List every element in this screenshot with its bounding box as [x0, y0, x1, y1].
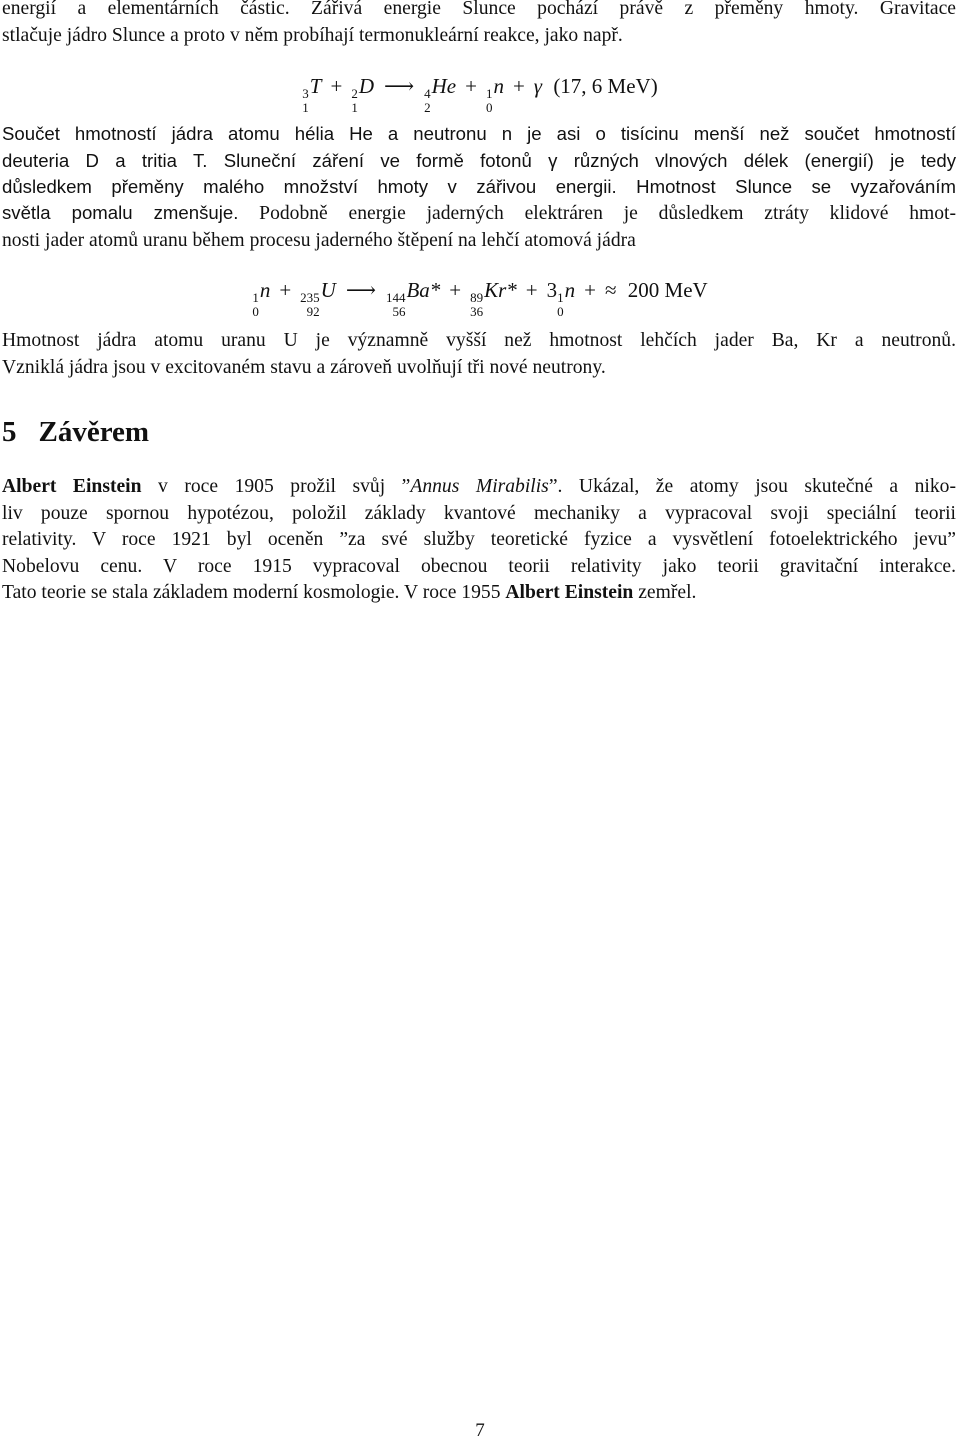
page-number: 7 [475, 1420, 485, 1441]
text-line: deuteria D a tritia T. Sluneční záření ve formě fotonů γ různých vlnových délek (energií) je tedy [2, 149, 956, 171]
reaction-arrow: ⟶ [345, 278, 376, 302]
text-line: energií a elementárních částic. Zářivá energie Slunce pochází právě z přeměny hmoty. Gravitace [2, 0, 956, 19]
plus-sign: + [449, 278, 462, 302]
conclusion-paragraph [2, 474, 956, 607]
section-number: 5 [2, 416, 17, 448]
energy-value: 200 MeV [627, 278, 708, 302]
neutron-coefficient: 3 [546, 278, 558, 302]
plus-sign: + [584, 278, 596, 302]
plus-sign: + [279, 278, 292, 302]
uranium-nuclide: 235 92 U [300, 278, 336, 319]
tritium-nuclide: 3 1 T [302, 74, 322, 115]
text-line: Albert Einstein v roce 1905 prožil svůj ”Annus Mirabilis”. Ukázal, že atomy jsou skutečné a niko- [2, 476, 956, 497]
krypton-nuclide: 89 36 Kr* [470, 278, 517, 319]
text-line: Nobelovu cenu. V roce 1915 vypracoval obecnou teorii relativity jako teorii gravitační interakce. [2, 555, 956, 577]
fusion-equation [0, 74, 960, 115]
text-line: Vzniklá jádra jsou v excitovaném stavu a zároveň uvolňují tři nové neutrony. [2, 356, 606, 378]
text-line: stlačuje jádro Slunce a proto v něm probíhají termonukleární reakce, jako např. [2, 24, 623, 46]
gamma-symbol: γ [533, 74, 543, 98]
plus-sign: + [512, 74, 525, 98]
text-line: Tato teorie se stala základem moderní kosmologie. V roce 1955 Albert Einstein zemřel. [2, 582, 697, 603]
neutron-nuclide: 1 0 n [485, 74, 504, 115]
energy-value: (17, 6 MeV) [553, 74, 658, 98]
after-paragraph [2, 328, 956, 381]
sans-paragraph [2, 121, 956, 201]
fission-equation [0, 278, 960, 319]
section-heading [2, 416, 149, 449]
einstein-name: Albert Einstein [2, 476, 142, 497]
annus-mirabilis: Annus Mirabilis [410, 476, 549, 497]
barium-nuclide: 144 56 Ba* [385, 278, 441, 319]
deuterium-nuclide: 2 1 D [351, 74, 374, 115]
section-title: Závěrem [38, 416, 150, 448]
top-paragraph [2, 0, 956, 49]
text-line: relativity. V roce 1921 byl oceněn ”za své služby teoretické fyzice a vysvětlení fotoelektrického jevu” [2, 529, 956, 550]
plus-sign: + [525, 278, 538, 302]
helium-nuclide: 4 2 He [424, 74, 457, 115]
text-line: Hmotnost jádra atomu uranu U je významně vyšší než hmotnost lehčích jader Ba, Kr a neutronů. [2, 330, 956, 351]
neutron-nuclide: 1 0 n [557, 278, 576, 319]
approx-symbol: ≈ [604, 278, 617, 302]
reaction-arrow: ⟶ [383, 74, 415, 98]
serif-paragraph [2, 200, 956, 254]
neutron-nuclide: 1 0 n [252, 278, 271, 319]
text-line: důsledkem přeměny malého množství hmoty v zářivou energii. Hmotnost Slunce se vyzařováním [2, 176, 956, 197]
text-line: nosti jader atomů uranu během procesu jaderného štěpení na lehčí atomová jádra [2, 229, 636, 251]
text-line: liv pouze spornou hypotézou, položil základy kvantové mechaniky a vypracoval svoji speciální teorii [2, 502, 956, 524]
plus-sign: + [465, 74, 477, 98]
einstein-name: Albert Einstein [505, 582, 634, 603]
text-line: světla pomalu zmenšuje. Podobně energie jaderných elektráren je důsledkem ztráty klidové hmot- [2, 202, 956, 224]
plus-sign: + [330, 74, 343, 98]
text-line: Součet hmotností jádra atomu hélia He a neutronu n je asi o tisícinu menší než součet hmotností [2, 123, 956, 144]
